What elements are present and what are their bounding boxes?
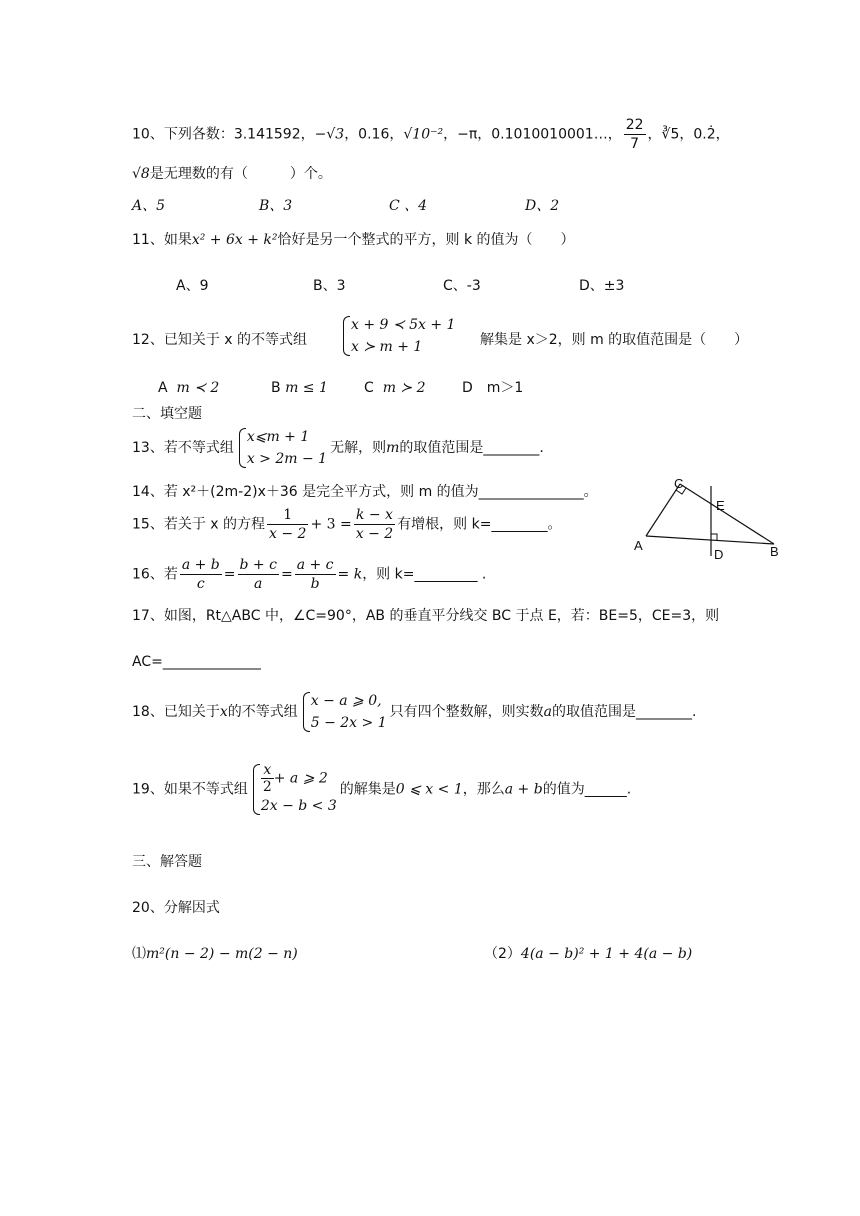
q12-option-a-label: A [158, 380, 168, 396]
q11-option-a: A、9 [176, 278, 209, 294]
q18-inequality-2: 5 − 2x > 1 [310, 715, 387, 731]
q15-f2-num: k − x [354, 506, 395, 525]
segment-cb [680, 484, 774, 544]
q10-fraction [624, 116, 646, 153]
q10-line1 [132, 116, 730, 153]
q19-range: 0 ⩽ x < 1 [395, 781, 463, 798]
q19-mid: 的解集是 [339, 781, 396, 798]
q19-inequality-2: 2x − b < 3 [260, 798, 337, 814]
q15-f1-num: 1 [267, 506, 308, 525]
q12-system [338, 314, 458, 358]
q18-var-x: x [219, 704, 228, 720]
q16-suffix: ，则 k=_________ . [362, 566, 487, 583]
q19-fraction [261, 762, 274, 795]
q20-part-2 [484, 944, 692, 964]
q13-prefix: 13、若不等式组 [132, 440, 234, 456]
q20-part-2-label: （2） [484, 946, 521, 962]
q15-f2-den: x − 2 [355, 526, 394, 542]
q15-line [132, 506, 561, 543]
q16-f3-den: b [310, 576, 320, 592]
q12-option-a-value: m ≺ 2 [176, 380, 220, 396]
q16-prefix: 16、若 [132, 566, 178, 583]
q16-f1-num: a + b [181, 557, 220, 573]
q12-option-b [271, 378, 328, 398]
q14-line: 14、若 x²＋(2m-2)x＋36 是完全平方式，则 m 的值为_______________。 [132, 484, 598, 500]
q11-expression: x² + 6x + k² [191, 232, 278, 248]
q13-var: m [386, 440, 400, 456]
q15-fraction-1 [267, 506, 308, 543]
q12-suffix: 解集是 x＞2，则 m 的取值范围是（ ） [480, 332, 749, 348]
q17-line2: AC=______________ [132, 654, 261, 670]
q16-equals-k: = k [337, 566, 363, 583]
q16-fraction-2 [238, 556, 279, 593]
q10-line2 [132, 164, 332, 184]
q13-mid: 无解，则 [330, 440, 387, 456]
q19-expr: a + b [504, 781, 543, 798]
q10-numbers-rest: ，−π，0.1010010001…， [443, 126, 622, 143]
label-b: B [770, 544, 779, 559]
q12-option-a [158, 378, 219, 398]
q12-option-b-label: B [271, 380, 281, 396]
q12-inequality-1: x + 9 ≺ 5x + 1 [351, 317, 456, 333]
q19-post2: 的值为______. [542, 781, 632, 798]
q19-prefix: 19、如果不等式组 [132, 781, 248, 798]
q20-part-2-expr: 4(a − b)² + 1 + 4(a − b) [520, 946, 693, 962]
q16-f1-den: c [196, 576, 205, 592]
q16-f2-num: b + c [239, 557, 277, 573]
q18-mid: 的不等式组 [227, 704, 298, 720]
segment-ac [646, 484, 680, 536]
triangle-figure [626, 470, 786, 560]
q20-title: 20、分解因式 [132, 900, 220, 916]
section-3-heading: 三、解答题 [132, 854, 202, 870]
q16-f2-den: a [254, 576, 263, 592]
q15-f1-den: x − 2 [269, 526, 307, 542]
q12-prefix: 12、已知关于 x 的不等式组 [132, 332, 307, 348]
q13-brace-system [237, 426, 327, 470]
q13-suffix: 的取值范围是________. [399, 440, 544, 456]
q10-number-016: ，0.16， [344, 126, 404, 143]
q10-label: 10、下列各数：3.141592， [132, 126, 315, 143]
q20-part-1 [132, 944, 298, 964]
q10-sqrt-power: √10⁻² [403, 126, 444, 143]
q10-option-a: A、5 [132, 198, 166, 214]
q13-line [132, 426, 544, 470]
label-c: C [674, 476, 684, 491]
q16-fraction-1 [180, 556, 222, 593]
q11-prefix: 11、如果 [132, 232, 192, 248]
q12-option-c-value: m ≻ 2 [382, 380, 426, 396]
q11-suffix: 恰好是另一个整式的平方，则 k 的值为（ ） [277, 232, 575, 248]
right-angle-mark-d [711, 534, 717, 540]
q10-numbers-tail: ，∛5，0.2̇， [647, 126, 730, 143]
q13-inequality-1: x⩽m + 1 [246, 429, 310, 445]
q19-f-num: x [261, 762, 274, 779]
q19-post1: ，那么 [462, 781, 505, 798]
q12-brace-system [341, 314, 455, 358]
q18-line [132, 690, 696, 734]
q12-option-d: D m＞1 [462, 380, 524, 396]
q19-line [132, 762, 631, 817]
segment-ab [646, 536, 774, 544]
q10-sqrt8: √8 [132, 166, 150, 182]
q18-var-a: a [543, 704, 552, 720]
q10-line2-text: 是无理数的有（ ）个。 [149, 166, 332, 182]
q12-option-b-value: m ≤ 1 [285, 380, 328, 396]
q10-fraction-denominator: 7 [630, 136, 640, 152]
q10-fraction-numerator: 22 [625, 117, 644, 133]
q11-option-c: C、-3 [443, 278, 481, 294]
label-a: A [634, 538, 643, 553]
q10-option-c: C 、4 [389, 198, 428, 214]
q17-line1: 17、如图，Rt△ABC 中，∠C=90°，AB 的垂直平分线交 BC 于点 E，若：BE=5，CE=3，则 [132, 608, 720, 624]
q18-inequality-1: x − a ⩾ 0, [310, 693, 382, 709]
q10-option-d: D、2 [525, 198, 560, 214]
q18-post1: 只有四个整数解，则实数 [389, 704, 544, 720]
q15-mid: + 3 = [310, 516, 352, 533]
label-d: D [714, 547, 724, 560]
q15-suffix: 有增根，则 k=________。 [397, 516, 562, 533]
q10-neg-sqrt3: −√3 [314, 126, 345, 143]
q16-line: 16、若 $\frac{a + b}{c}$ = $\frac{b + c}{a}$ = $\frac{a + c}{b}$ = k，则 k=_________ . [132, 557, 487, 592]
q19-f-den: 2 [262, 779, 272, 795]
label-e: E [716, 498, 725, 513]
q12-option-c-label: C [364, 380, 374, 396]
q11-line [132, 230, 575, 250]
q12-inequality-2: x ≻ m + 1 [351, 339, 423, 355]
q15-fraction-2 [354, 506, 395, 543]
q20-part-1-expr: m²(n − 2) − m(2 − n) [146, 946, 298, 962]
q18-post2: 的取值范围是________. [551, 704, 697, 720]
q18-brace-system [301, 690, 387, 734]
q13-inequality-2: x > 2m − 1 [246, 451, 328, 467]
section-2-heading: 二、填空题 [132, 406, 202, 422]
q10-option-b: B、3 [259, 198, 293, 214]
q15-prefix: 15、若关于 x 的方程 [132, 516, 265, 533]
q19-inequality-1 [261, 762, 337, 795]
q11-option-b: B、3 [313, 278, 346, 294]
q16-fraction-3 [295, 556, 336, 593]
q18-prefix: 18、已知关于 [132, 704, 220, 720]
q16-f3-num: a + c [296, 557, 334, 573]
q19-inequality-1-tail: + a ⩾ 2 [273, 770, 328, 787]
q19-brace-system [251, 762, 337, 817]
q12-option-c [364, 378, 426, 398]
q20-part-1-label: ⑴ [132, 946, 146, 962]
q11-option-d: D、±3 [579, 278, 625, 294]
